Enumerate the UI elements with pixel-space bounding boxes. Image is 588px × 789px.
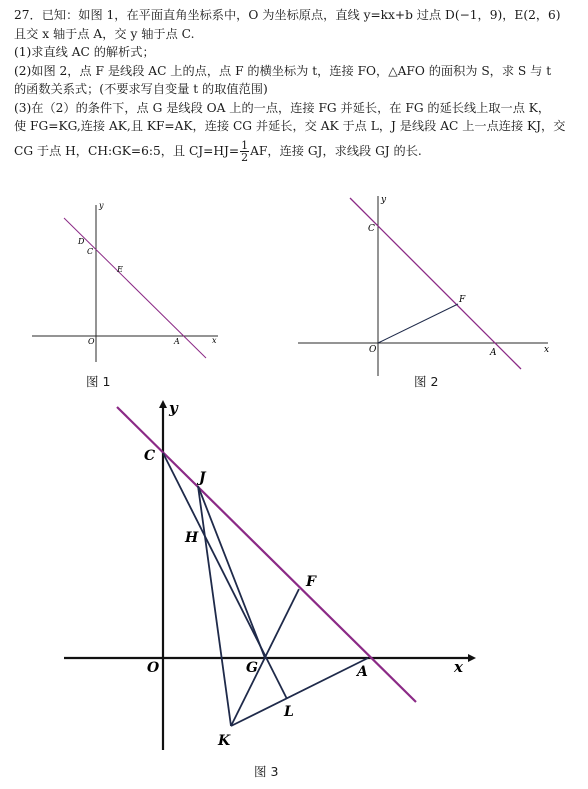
problem-part-2b: 的函数关系式；(不要求写自变量 t 的取值范围) bbox=[14, 82, 268, 96]
fig3-caption: 图 3 bbox=[254, 764, 279, 779]
fig3-label-h: H bbox=[185, 530, 199, 546]
problem-part-3c-post: AF，连接 GJ，求线段 GJ 的长. bbox=[250, 143, 422, 158]
fig2-label-x: x bbox=[544, 345, 550, 355]
fig2-label-f: F bbox=[459, 295, 466, 305]
problem-part-3c-pre: CG 于点 H，CH:GK=6:5，且 CJ=HJ= bbox=[14, 143, 240, 158]
fig3-segment-jk bbox=[198, 486, 231, 726]
fig1-label-e: E bbox=[117, 265, 123, 274]
fig1-label-d: D bbox=[78, 237, 85, 246]
fig3-label-f: F bbox=[306, 574, 316, 590]
fig1-caption: 图 1 bbox=[86, 374, 111, 389]
problem-part-3b: 使 FG=KG,连接 AK,且 KF=AK，连接 CG 并延长，交 AK 于点 L，J 是线段 AC 上一点连接 KJ，交 bbox=[14, 119, 566, 133]
fig2-caption: 图 2 bbox=[414, 374, 439, 389]
fig2-label-c: C bbox=[368, 224, 375, 234]
fig3-label-o: O bbox=[147, 660, 160, 676]
fraction-denominator: 2 bbox=[241, 150, 249, 164]
problem-part-2a: (2)如图 2，点 F 是线段 AC 上的点，点 F 的横坐标为 t，连接 FO，△AFO 的面积为 S，求 S 与 t bbox=[14, 63, 552, 78]
fig3-y-arrow bbox=[159, 400, 167, 408]
fig3-label-y: y bbox=[169, 399, 178, 417]
fig3-label-j: J bbox=[199, 470, 206, 486]
fig1-label-a: A bbox=[174, 337, 180, 346]
problem-line-1: 27．已知：如图 1，在平面直角坐标系中，O 为坐标原点，直线 y=kx+b 过点 D(−1，9)，E(2，6) bbox=[14, 8, 561, 22]
fig3-label-x: x bbox=[454, 658, 463, 676]
fig3-x-arrow bbox=[468, 654, 476, 662]
problem-part-1: (1)求直线 AC 的解析式； bbox=[14, 45, 155, 59]
problem-line-2: 且交 x 轴于点 A，交 y 轴于点 C. bbox=[14, 26, 195, 41]
fig3-label-l: L bbox=[284, 704, 294, 720]
fig2-label-a: A bbox=[490, 348, 497, 358]
problem-part-3a: (3)在（2）的条件下，点 G 是线段 OA 上的一点，连接 FG 并延长，在 FG 的延长线上取一点 K， bbox=[14, 100, 551, 115]
fraction-numerator: 1 bbox=[241, 138, 249, 152]
fig1-label-c: C bbox=[87, 247, 94, 256]
fig2-label-o: O bbox=[369, 345, 377, 355]
fig3-segment-cl bbox=[163, 453, 287, 699]
fig2-label-y: y bbox=[381, 195, 387, 205]
fig3-segment-jg bbox=[198, 486, 265, 658]
fig3-label-g: G bbox=[246, 660, 258, 676]
fig1-label-x: x bbox=[212, 336, 217, 345]
fig3-label-a: A bbox=[357, 664, 368, 680]
fig3-label-k: K bbox=[218, 733, 231, 749]
fig1-label-o: O bbox=[88, 337, 95, 346]
fig3-label-c: C bbox=[144, 448, 156, 464]
fig1-label-y: y bbox=[99, 201, 104, 210]
